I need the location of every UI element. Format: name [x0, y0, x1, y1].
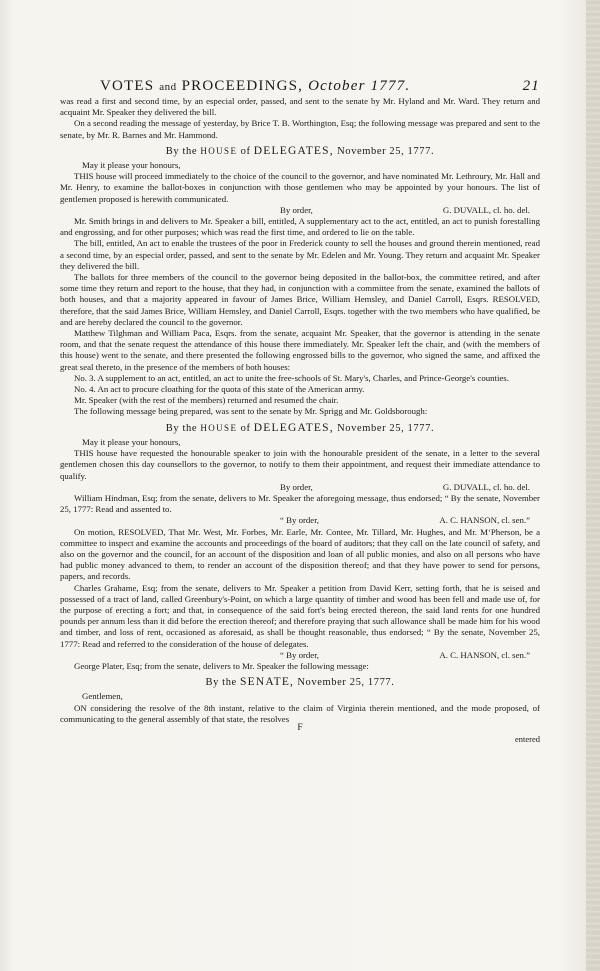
heading-by: By the	[165, 422, 198, 434]
signer-title: cl. ho. del.	[493, 204, 530, 215]
signer	[443, 482, 530, 493]
signer-name: G. DUVALL,	[442, 204, 491, 215]
by-order: “ By order,	[280, 649, 319, 660]
section-heading	[60, 146, 540, 157]
paragraph: William Hindman, Esq; from the senate, delivers to Mr. Speaker the aforegoing message, thus endorsed; “ By the senate, November 25, 1777: Read and assented to.	[60, 492, 540, 515]
title-month: October	[308, 78, 366, 94]
message-text: THIS house will proceed immediately to the choice of the council to the governor, and have nominated Mr. Lethroury, Mr. Hall and Mr. Henry, to examine the ballot-boxes in conjunction with those gentlemen who may be appointed by your honours. The list of gentlemen proposed is herewith communicated.	[60, 171, 540, 204]
signature-block	[60, 515, 540, 526]
heading-date: November 25, 1777.	[297, 677, 395, 689]
heading-date: November 25, 1777.	[337, 145, 435, 157]
signer-name: A. C. HANSON,	[439, 649, 500, 660]
heading-of: of	[240, 145, 251, 157]
heading-of: of	[240, 422, 251, 434]
signer	[439, 650, 530, 661]
signer	[443, 205, 530, 216]
heading-delegates: DELEGATES,	[253, 421, 334, 434]
paragraph: On a second reading the message of yesterday, by Brice T. B. Worthington, Esq; the following message was prepared and sent to the senate, by Mr. R. Barnes and Mr. Hammond.	[60, 118, 540, 140]
title-proceedings: PROCEEDINGS,	[181, 78, 304, 94]
paragraph: Charles Grahame, Esq; from the senate, delivers to Mr. Speaker a petition from David Kerr, setting forth, that he is seised and possessed of a tract of land, called Greenbury's-Point, on which a large quantity of timber and wood has been fell and made use of, for the purpose of erecting a fort; and that, in consequence of the said fort's being erected thereon, the said land rents for one hundred pounds per annum less than it did before the erection thereof; and therefore praying that such allowance shall be made him for his wood and timber, and loss of rent, occasioned as aforesaid, as shall be thought reasonable, thus endorsed; “ By the senate, November 25, 1777: Read and referred to the consideration of the house of delegates.	[60, 582, 540, 649]
signature-block	[60, 205, 540, 216]
heading-date: November 25, 1777.	[337, 422, 435, 434]
paragraph: The ballots for three members of the council to the governor being deposited in the ballot-box, the committee retired, and after some time they return and report to the house, that they had, in conjunction with a committee from the senate, examined the ballots of both houses, and that a majority appeared in favour of James Brice, William Hemsley, and Daniel Carroll, Esqrs. RESOLVED, therefore, that the said James Brice, William Hemsley, and Daniel Carroll, Esqrs. together with the two members who have qualified, be and are hereby declared the council to the governor.	[60, 272, 540, 327]
signer-name: A. C. HANSON,	[439, 515, 500, 526]
paragraph: was read a first and second time, by an especial order, passed, and sent to the senate by Mr. Hyland and Mr. Ward. They return and acquaint Mr. Speaker they delivered the bill.	[60, 96, 540, 118]
by-order: By order,	[280, 481, 313, 492]
message-text: ON considering the resolve of the 8th instant, relative to the claim of Virginia therein mentioned, and the mode proposed, of communicating to the general assembly of that state, the resolves	[60, 702, 540, 724]
signature-mark: F	[297, 722, 303, 733]
signer	[439, 515, 530, 526]
message-text: THIS house have requested the honourable speaker to join with the honourable president of the senate, in a letter to the several gentlemen chosen this day counsellors to the governor, to notify to them their appointment, and request their immediate attendance to qualify.	[60, 448, 540, 481]
running-head	[100, 78, 540, 95]
heading-senate: SENATE,	[240, 676, 295, 689]
paragraph: The bill, entitled, An act to enable the trustees of the poor in Frederick county to sell the houses and ground therein mentioned, read a second time, by an especial order, passed, and sent to the senate by Mr. Edelen and Mr. Young. They return and acquaint Mr. Speaker they delivered the bill.	[60, 238, 540, 271]
paragraph: George Plater, Esq; from the senate, delivers to Mr. Speaker the following message:	[74, 660, 369, 671]
paragraph: Mr. Speaker (with the rest of the members) returned and resumed the chair.	[74, 395, 339, 406]
paragraph: Matthew Tilghman and William Paca, Esqrs. from the senate, acquaint Mr. Speaker, that the governor is attending in the senate room, and that the senate request the attendance of this house there immediately. Mr. Speaker left the chair, and (with the members of this house) went to the senate, and there presented the following engrossed bills to the governor, who signed the same, and affixed the great seal thereto, in the presence of the members of both houses:	[60, 328, 540, 372]
by-order: “ By order,	[280, 515, 319, 526]
paragraph: On motion, RESOLVED, That Mr. West, Mr. Forbes, Mr. Earle, Mr. Contee, Mr. Tillard, Mr. Hughes, and Mr. M‘Pherson, be a committee to inspect and examine the accounts and proceedings of the board of auditors; that they call on the late council of safety, and also on the governor and the council, for an account of the disposition and loan of all public monies, and also on all persons who have had public money advanced to them, to render an account of the disposition thereof; and that they have power to send for persons, papers, and records.	[60, 526, 540, 582]
by-order: By order,	[280, 204, 313, 215]
title-year: 1777.	[370, 78, 411, 94]
heading-delegates: DELEGATES,	[253, 144, 334, 157]
signature-block	[60, 482, 540, 493]
paragraph: No. 3. A supplement to an act, entitled, an act to unite the free-schools of St. Mary's, Charles, and Prince-George's counties.	[74, 372, 509, 383]
title-votes: VOTES	[100, 78, 155, 94]
heading-by: By the	[165, 145, 198, 157]
salutation: May it please your honours,	[82, 436, 181, 447]
page-body	[60, 96, 540, 745]
signer-title: cl. sen.”	[501, 515, 530, 526]
signer-title: cl. sen.”	[501, 649, 530, 660]
salutation: Gentlemen,	[82, 691, 123, 702]
signer-title: cl. ho. del.	[493, 481, 530, 492]
heading-house: HOUSE	[200, 422, 238, 433]
section-heading	[60, 677, 540, 688]
signer-name: G. DUVALL,	[442, 481, 491, 492]
paragraph: Mr. Smith brings in and delivers to Mr. Speaker a bill, entitled, A supplementary act to the act, entitled, an act to punish forestalling and engrossing, and for other purposes; which was read the first time, and ordered to lie on the table.	[60, 216, 540, 238]
section-heading	[60, 423, 540, 434]
salutation: May it please your honours,	[82, 160, 181, 171]
catchword: entered	[514, 734, 540, 745]
paragraph: The following message being prepared, was sent to the senate by Mr. Sprigg and Mr. Goldsborough:	[74, 406, 428, 417]
heading-house: HOUSE	[200, 145, 238, 156]
heading-by: By the	[205, 677, 237, 689]
page-number: 21	[522, 78, 540, 94]
running-head-title	[100, 78, 410, 95]
binding-gutter	[586, 0, 600, 971]
paragraph: No. 4. An act to procure cloathing for the quota of this state of the American army.	[74, 384, 365, 395]
signature-block	[60, 650, 540, 661]
title-and: and	[159, 81, 177, 93]
